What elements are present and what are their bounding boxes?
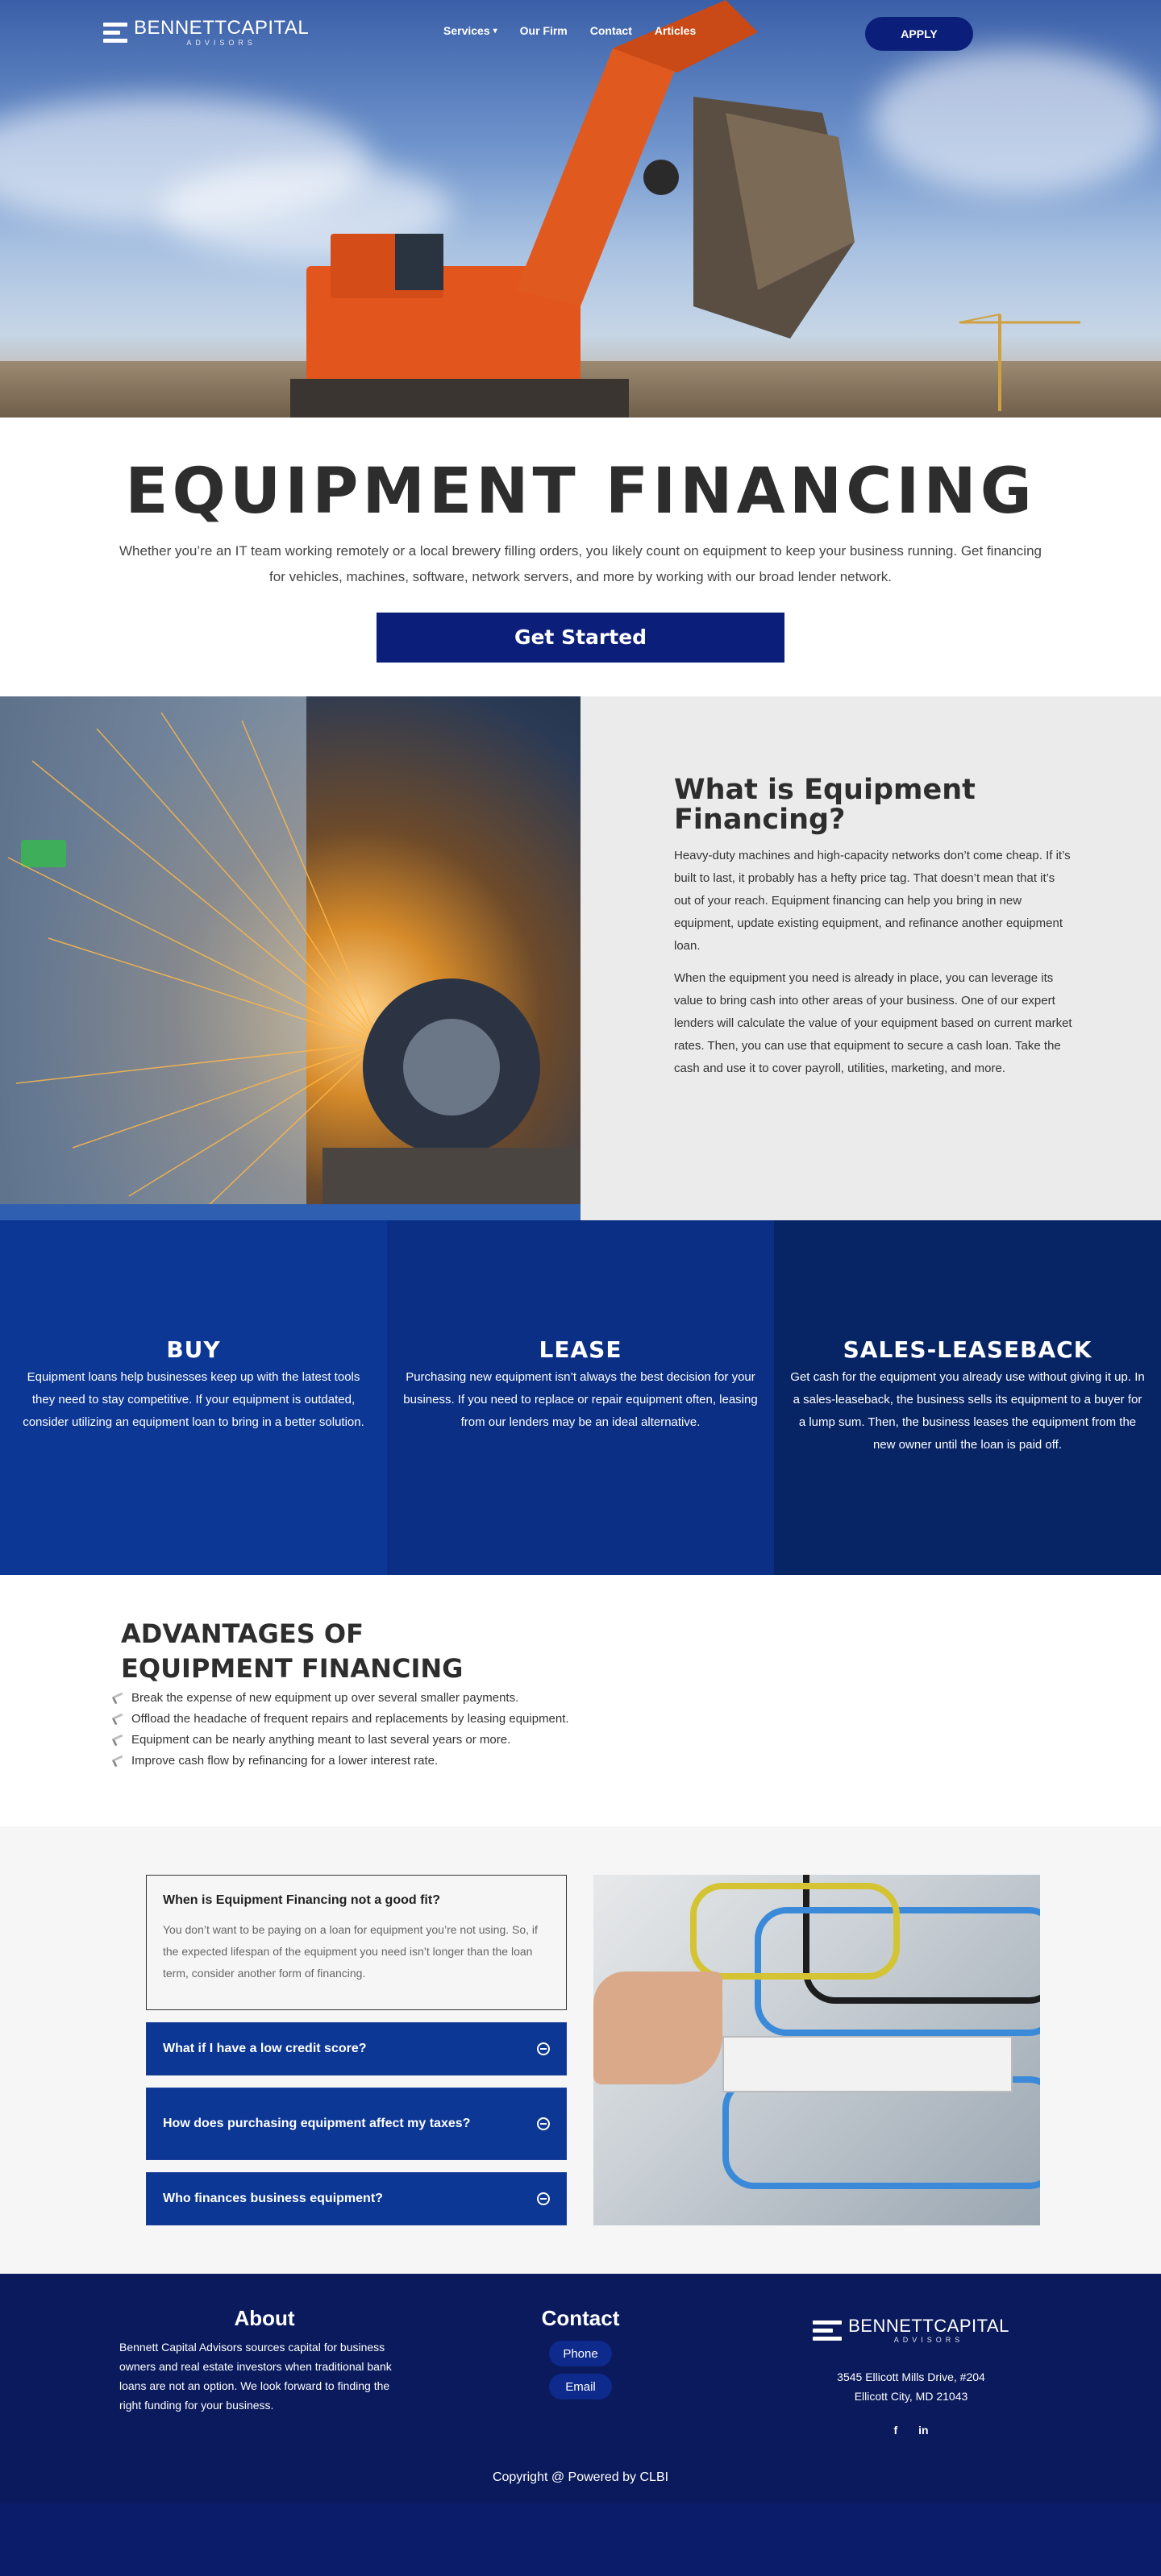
footer-about-title: About <box>234 2306 295 2330</box>
footer-about <box>119 2306 410 2415</box>
intro-section <box>0 418 1161 696</box>
sparks-illustration <box>0 696 580 1220</box>
footer-bottom-bar <box>0 2503 1161 2576</box>
feather-icon <box>112 1735 126 1747</box>
what-is-title: What is Equipment Financing? <box>674 774 976 836</box>
option-text: Get cash for the equipment you already use without giving it up. In a sales-leaseback, the business sells its equipment to a buyer for a lump sum. Then, the business leases the equipment from the new owner until the loan is paid off. <box>790 1370 1145 1452</box>
electrical-panel-image <box>593 1875 1040 2225</box>
copyright: Copyright @ Powered by CLBI <box>492 2470 669 2484</box>
get-started-button[interactable]: Get Started <box>377 613 784 663</box>
chevron-down-icon: ▾ <box>493 26 497 35</box>
option-sales-leaseback <box>774 1220 1161 1575</box>
option-title: BUY <box>166 1336 221 1363</box>
faq-question: What if I have a low credit score? <box>163 2042 367 2055</box>
brand-name: BENNETTCAPITAL <box>134 16 310 39</box>
welding-sparks-image <box>0 696 580 1220</box>
cloud-shape <box>871 48 1161 193</box>
faq-answer: You don’t want to be paying on a loan for equipment you’re not using. So, if the expected lifespan of the equipment you need isn’t longer than the loan term, consider another form of financing. <box>163 1923 538 1980</box>
faq-question: Who finances business equipment? <box>163 2192 383 2205</box>
logo-mark-icon <box>813 2314 842 2346</box>
advantages-section <box>0 1575 1161 1826</box>
email-button[interactable]: Email <box>549 2374 612 2399</box>
collapse-toggle-icon[interactable] <box>537 2042 550 2055</box>
option-title: LEASE <box>539 1336 622 1363</box>
footer-address: 3545 Ellicott Mills Drive, #204 Ellicott City, MD 21043 <box>837 2370 985 2403</box>
brand-tagline: ADVISORS <box>893 2335 964 2344</box>
crane-illustration <box>951 306 1088 411</box>
list-item: Equipment can be nearly anything meant to last several years or more. <box>113 1730 1161 1751</box>
breaker-row <box>722 2036 1013 2092</box>
collapse-toggle-icon[interactable] <box>537 2117 550 2130</box>
page-title: EQUIPMENT FINANCING <box>125 455 1036 528</box>
feather-icon <box>112 1693 126 1705</box>
nav-item-articles[interactable]: Articles <box>654 24 697 37</box>
faq-question: How does purchasing equipment affect my taxes? <box>163 2117 471 2130</box>
advantages-list <box>113 1688 1161 1772</box>
top-navigation <box>0 0 1161 64</box>
brand-logo[interactable] <box>103 16 309 48</box>
apply-button[interactable]: APPLY <box>865 17 973 51</box>
financing-options <box>0 1220 1161 1575</box>
footer-contact <box>528 2306 633 2399</box>
feather-icon <box>112 1714 126 1726</box>
option-text: Equipment loans help businesses keep up with the latest tools they need to stay competitive. If your equipment is outdated, consider utilizing an equipment loan to bring in a better solution. <box>23 1370 364 1429</box>
site-footer <box>0 2274 1161 2503</box>
nav-item-services[interactable]: Services ▾ <box>443 24 497 37</box>
footer-about-text: Bennett Capital Advisors sources capital for business owners and real estate investors when traditional bank loans are not an option. We look forward to finding the right funding for your business. <box>119 2341 392 2412</box>
faq-question: When is Equipment Financing not a good fit? <box>163 1893 440 1907</box>
social-links <box>806 2424 1016 2437</box>
faq-section <box>0 1826 1161 2274</box>
facebook-icon[interactable]: f <box>893 2424 898 2437</box>
option-lease <box>387 1220 774 1575</box>
option-buy <box>0 1220 387 1575</box>
brand-name: BENNETTCAPITAL <box>848 2315 1009 2336</box>
what-is-section <box>0 696 1161 1220</box>
hero-banner <box>0 0 1161 418</box>
advantages-title: ADVANTAGES OF EQUIPMENT FINANCING <box>121 1618 464 1684</box>
main-menu <box>443 24 696 37</box>
faq-item[interactable] <box>146 2022 567 2075</box>
list-item: Offload the headache of frequent repairs and replacements by leasing equipment. <box>113 1709 1161 1730</box>
intro-description: Whether you’re an IT team working remotely or a local brewery filling orders, you likely count on equipment to keep your business running. Get financing for vehicles, machines, software, network servers, and more by working with our broad lender network. <box>119 542 1042 584</box>
brand-tagline: ADVISORS <box>186 38 256 47</box>
option-text: Purchasing new equipment isn’t always the best decision for your business. If you need to replace or repair equipment often, leasing from our lenders may be an ideal alternative. <box>403 1370 758 1429</box>
nav-item-contact[interactable]: Contact <box>589 24 632 37</box>
what-is-text <box>580 696 1161 1220</box>
collapse-toggle-icon[interactable] <box>537 2192 550 2205</box>
logo-mark-icon <box>103 16 127 48</box>
hand-shape <box>593 1971 722 2084</box>
faq-item[interactable] <box>146 2088 567 2160</box>
faq-item-open[interactable] <box>146 1875 567 2010</box>
what-is-paragraph: When the equipment you need is already in place, you can leverage its value to bring cash into other areas of your business. One of our expert lenders will calculate the value of your equipment based on current market rates. Then, you can use that equipment to secure a cash loan. Take the cash and use it to cover payroll, utilities, marketing, and more. <box>674 971 1072 1075</box>
footer-contact-title: Contact <box>541 2306 620 2330</box>
footer-brand <box>806 2314 1016 2437</box>
faq-accordion <box>146 1875 567 2225</box>
what-is-paragraph: Heavy-duty machines and high-capacity networks don’t come cheap. If it’s built to last, it probably has a hefty price tag. That doesn’t mean that it’s out of your reach. Equipment financing can help you bring in new equipment, update existing equipment, and refinance another equipment loan. <box>674 849 1071 953</box>
nav-item-our-firm[interactable]: Our Firm <box>519 24 568 37</box>
faq-item[interactable] <box>146 2172 567 2225</box>
footer-logo[interactable] <box>806 2314 1016 2346</box>
list-item: Break the expense of new equipment up over several smaller payments. <box>113 1688 1161 1709</box>
option-title: SALES-LEASEBACK <box>843 1336 1092 1363</box>
list-item: Improve cash flow by refinancing for a lower interest rate. <box>113 1751 1161 1772</box>
linkedin-icon[interactable]: in <box>918 2424 929 2437</box>
feather-icon <box>112 1755 126 1768</box>
phone-button[interactable]: Phone <box>549 2341 612 2366</box>
